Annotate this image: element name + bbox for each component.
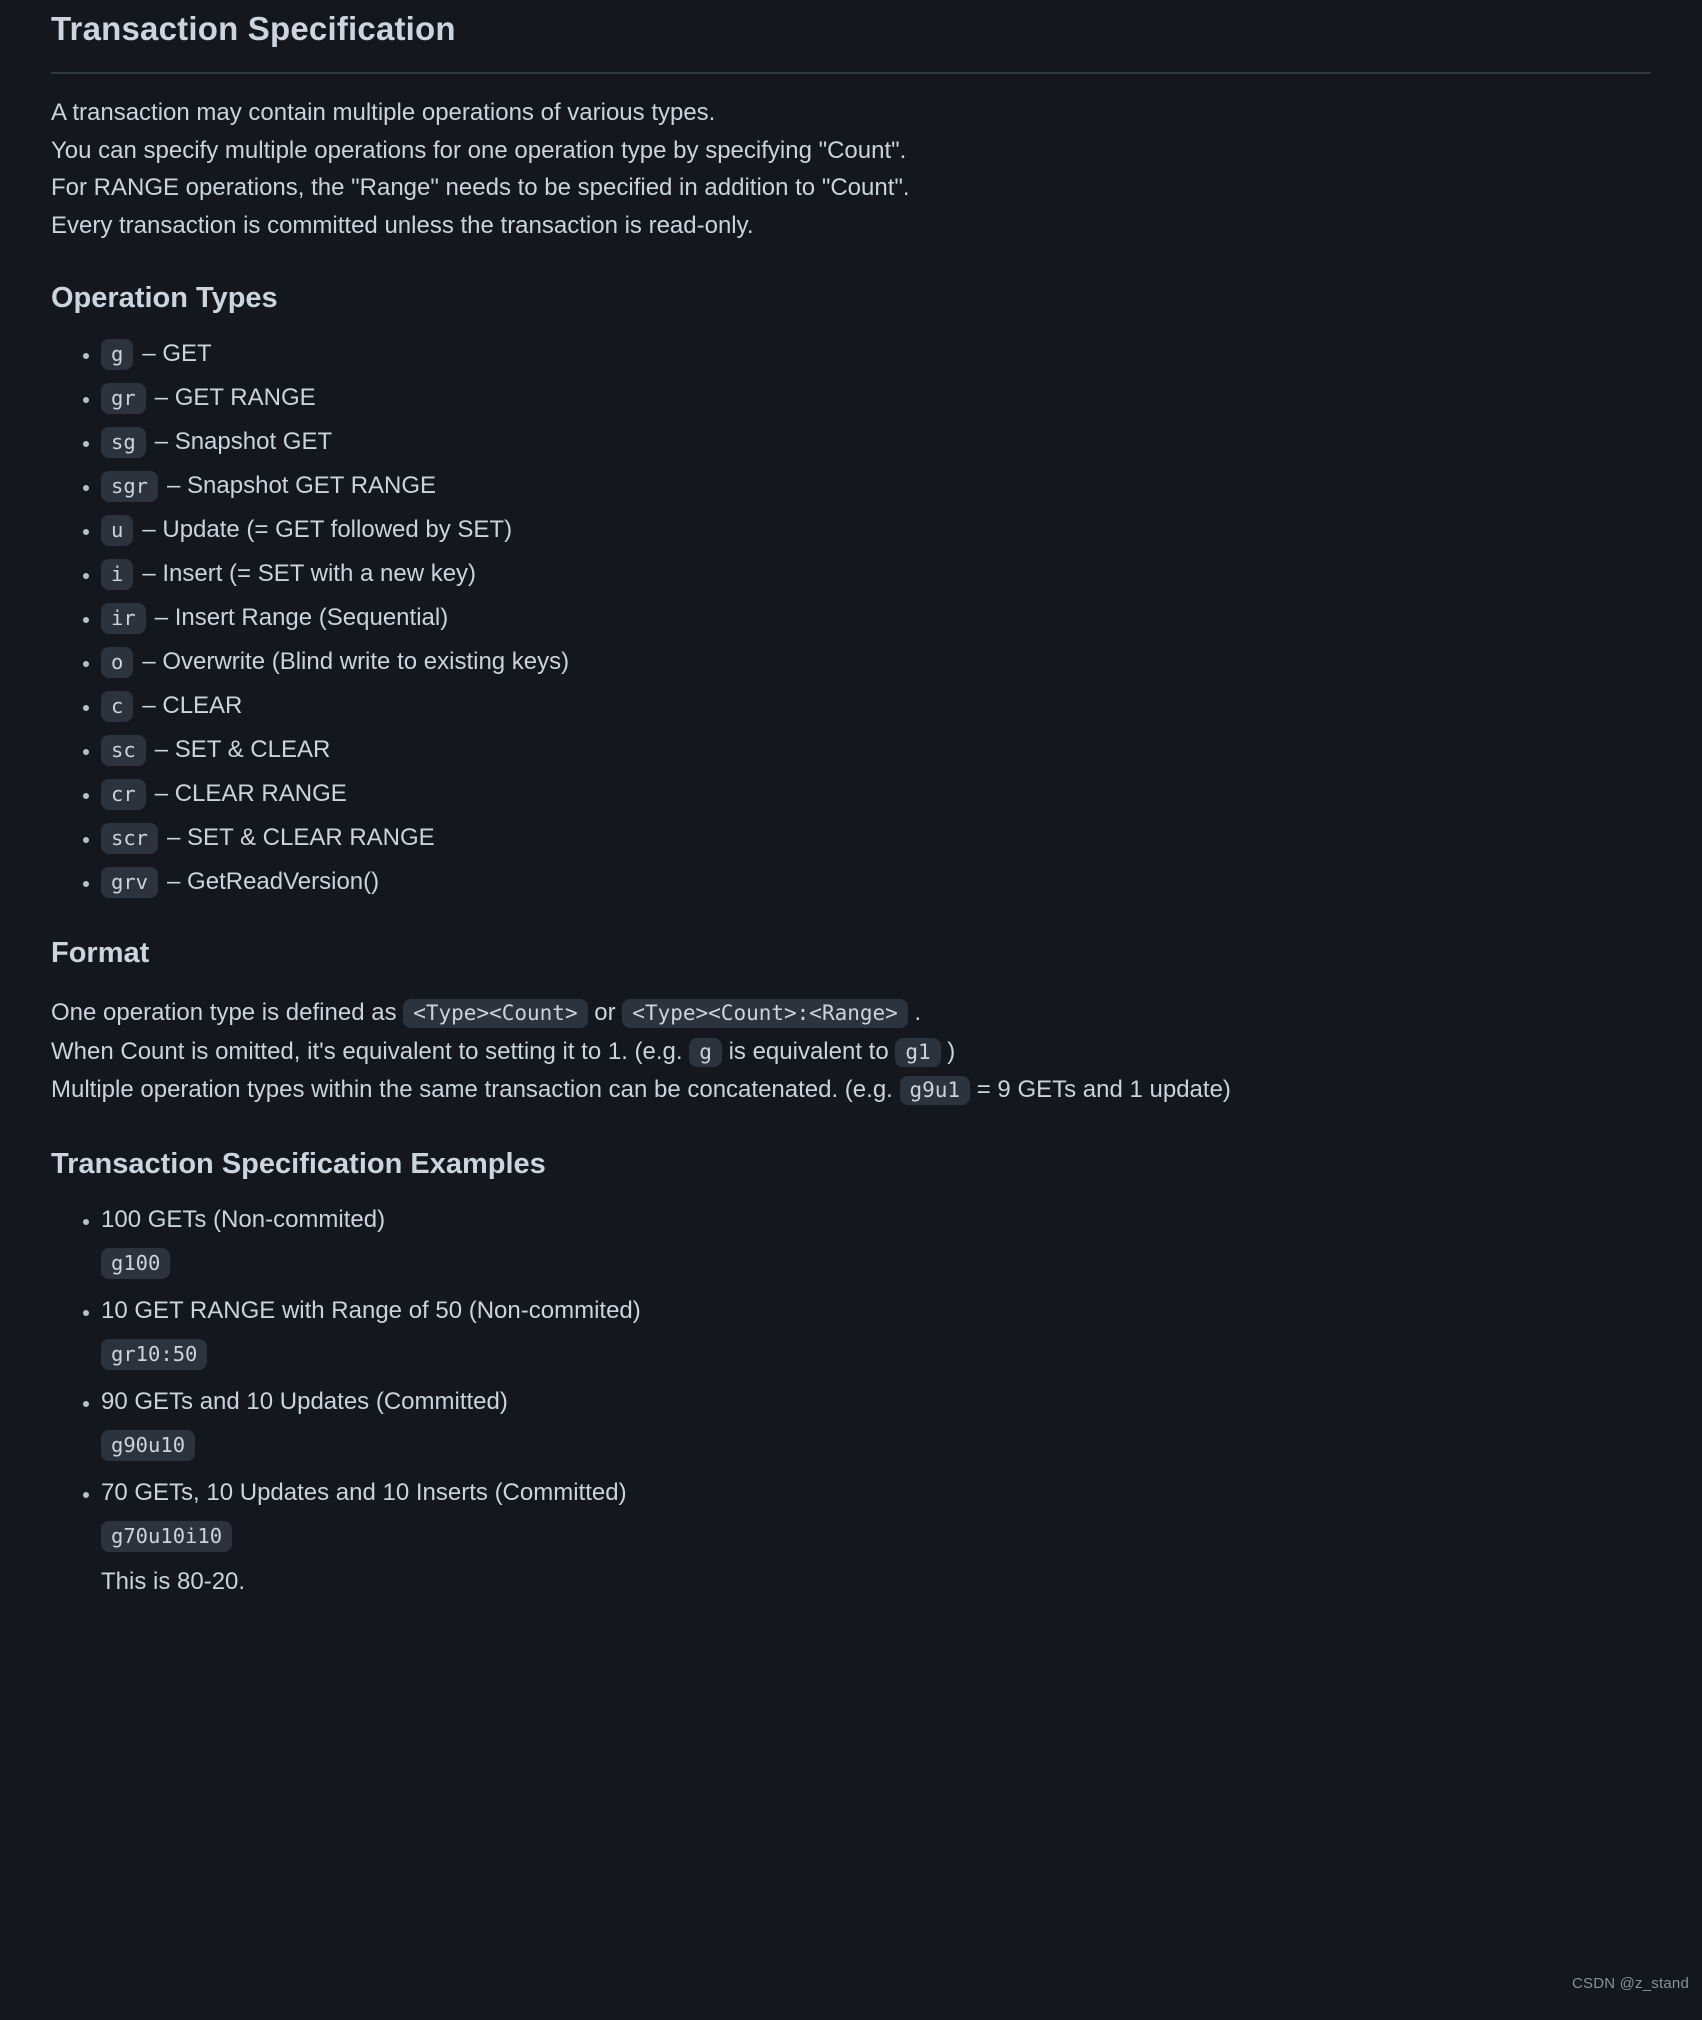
examples-heading: Transaction Specification Examples (51, 1147, 546, 1180)
inline-code-badge: o (101, 647, 133, 678)
format-text: = 9 GETs and 1 update) (970, 1076, 1231, 1103)
page-title: Transaction Specification (51, 10, 1651, 74)
operation-type-description: – CLEAR RANGE (154, 780, 347, 807)
inline-code-badge: g1 (895, 1038, 940, 1067)
example-item (101, 1385, 1651, 1462)
inline-code-badge: g90u10 (101, 1430, 195, 1461)
inline-code-badge: <Type><Count>:<Range> (622, 999, 908, 1028)
example-description: • 100 GETs (Non-commited) (101, 1205, 386, 1233)
inline-code-badge: cr (101, 779, 146, 810)
operation-type-description: – SET & CLEAR RANGE (167, 824, 435, 851)
operation-type-description: – Snapshot GET RANGE (167, 472, 437, 499)
watermark-label: CSDN @z_stand (1571, 1975, 1689, 1992)
operation-type-item (101, 513, 1651, 547)
inline-code-badge: scr (101, 823, 158, 854)
examples-list (51, 1203, 1651, 1598)
inline-code-badge: ir (101, 603, 146, 634)
operation-type-item (101, 689, 1651, 723)
inline-code-badge: sg (101, 427, 146, 458)
operation-type-description: – Insert Range (Sequential) (154, 604, 449, 631)
operation-type-item (101, 425, 1651, 459)
inline-code-badge: <Type><Count> (403, 999, 587, 1028)
operation-type-description: – CLEAR (142, 692, 243, 719)
example-code-line (101, 1519, 1651, 1553)
inline-code-badge: g9u1 (900, 1076, 971, 1105)
operation-type-description: – Snapshot GET (154, 428, 333, 455)
example-code-line (101, 1246, 1651, 1280)
example-description: • 90 GETs and 10 Updates (Committed) (101, 1387, 508, 1415)
operation-type-item (101, 821, 1651, 855)
inline-code-badge: gr (101, 383, 146, 414)
example-note: This is 80-20. (101, 1567, 246, 1595)
inline-code-badge: i (101, 559, 133, 590)
inline-code-badge: sc (101, 735, 146, 766)
format-text: One operation type is defined as (51, 999, 404, 1026)
format-line (51, 994, 1651, 1033)
inline-code-badge: gr10:50 (101, 1339, 207, 1370)
format-text: or (587, 999, 623, 1026)
example-description: • 10 GET RANGE with Range of 50 (Non-commited) (101, 1296, 641, 1324)
operation-type-item (101, 469, 1651, 503)
example-code-line (101, 1428, 1651, 1462)
operation-type-description: – GetReadVersion() (167, 868, 380, 895)
intro-line: You can specify multiple operations for one operation type by specifying "Count". (51, 136, 907, 164)
operation-type-item (101, 557, 1651, 591)
example-description: • 70 GETs, 10 Updates and 10 Inserts (Committed) (101, 1478, 627, 1506)
inline-code-badge: sgr (101, 471, 158, 502)
operation-type-item (101, 733, 1651, 767)
format-text: Multiple operation types within the same transaction can be concatenated. (e.g. (51, 1076, 900, 1103)
operation-type-item (101, 337, 1651, 371)
format-text: When Count is omitted, it's equivalent to setting it to 1. (e.g. (51, 1037, 690, 1065)
operation-type-description: – GET (142, 340, 212, 367)
example-code-line (101, 1337, 1651, 1371)
operation-type-item (101, 381, 1651, 415)
inline-code-badge: grv (101, 867, 158, 898)
format-paragraph (51, 994, 1651, 1110)
operation-types-heading: Operation Types (51, 282, 278, 314)
operation-type-item (101, 601, 1651, 635)
format-text: ) (940, 1037, 956, 1065)
format-text: . (907, 999, 922, 1026)
format-text: is equivalent to (721, 1037, 896, 1065)
intro-line: For RANGE operations, the "Range" needs to be specified in addition to "Count". (51, 174, 910, 201)
operation-type-description: – Overwrite (Blind write to existing keys) (142, 648, 570, 675)
inline-code-badge: g (101, 339, 133, 370)
operation-type-item (101, 777, 1651, 811)
operation-type-description: – Insert (= SET with a new key) (142, 560, 477, 587)
format-heading: Format (51, 937, 150, 969)
format-line (51, 1033, 1651, 1072)
operation-type-description: – Update (= GET followed by SET) (142, 516, 513, 543)
intro-paragraph (51, 94, 1651, 244)
example-item (101, 1476, 1651, 1598)
intro-line: A transaction may contain multiple operations of various types. (51, 99, 716, 126)
example-item (101, 1294, 1651, 1371)
inline-code-badge: g (689, 1038, 722, 1067)
format-line (51, 1071, 1651, 1110)
inline-code-badge: c (101, 691, 133, 722)
inline-code-badge: g100 (101, 1248, 170, 1279)
operation-type-description: – GET RANGE (154, 384, 316, 411)
inline-code-badge: u (101, 515, 133, 546)
operation-type-item (101, 865, 1651, 899)
operation-types-list (51, 337, 1651, 899)
operation-type-description: – SET & CLEAR (154, 736, 331, 763)
operation-type-item (101, 645, 1651, 679)
intro-line: Every transaction is committed unless the transaction is read-only. (51, 211, 754, 239)
example-item (101, 1203, 1651, 1280)
inline-code-badge: g70u10i10 (101, 1521, 232, 1552)
